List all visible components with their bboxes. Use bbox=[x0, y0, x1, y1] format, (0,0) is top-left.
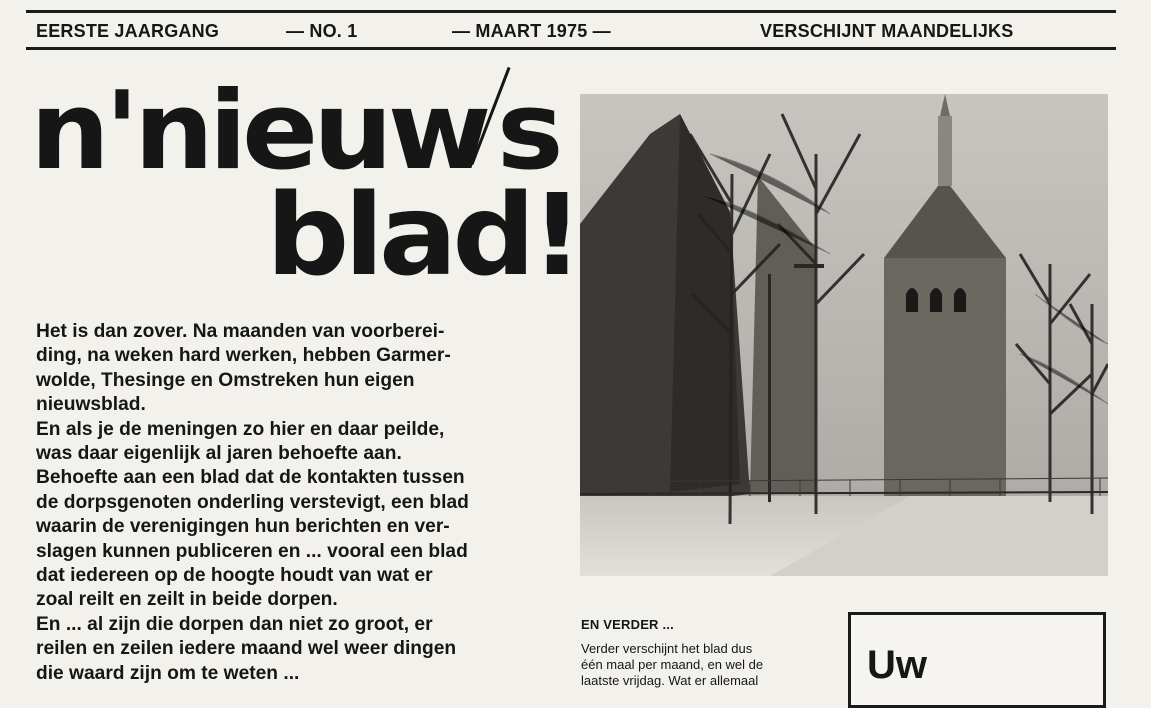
masthead-issue: — NO. 1 bbox=[286, 21, 358, 41]
masthead-frequency: VERSCHIJNT MAANDELIJKS bbox=[760, 21, 1014, 41]
masthead-volume: EERSTE JAARGANG bbox=[36, 21, 220, 41]
intro-line: reilen en zeilen iedere maand wel weer dingen bbox=[36, 638, 457, 660]
intro-line: nieuwsblad. bbox=[36, 394, 146, 416]
sidebar-line: één maal per maand, en wel de bbox=[581, 657, 764, 672]
intro-line: die waard zijn om te weten ... bbox=[36, 662, 300, 684]
church-photo-image bbox=[580, 94, 1108, 576]
church-photo bbox=[580, 94, 1108, 576]
intro-line: waarin de verenigingen hun berichten en ver- bbox=[36, 516, 450, 538]
headline-suffix: s bbox=[496, 69, 559, 194]
masthead-rule-bottom bbox=[26, 47, 1116, 50]
headline-line-1 bbox=[30, 69, 559, 194]
headline-main: n'nieuw bbox=[30, 69, 487, 194]
intro-line: ding, na weken hard werken, hebben Garmer- bbox=[36, 345, 451, 367]
intro-line: En ... al zijn die dorpen dan niet zo groot, er bbox=[36, 613, 433, 635]
sidebar-line: laatste vrijdag. Wat er allemaal bbox=[581, 673, 759, 688]
intro-line: zoal reilt en zeilt in beide dorpen. bbox=[36, 589, 338, 611]
intro-line: was daar eigenlijk al jaren behoefte aan. bbox=[36, 443, 402, 464]
intro-line: wolde, Thesinge en Omstreken hun eigen bbox=[36, 369, 415, 391]
intro-line: slagen kunnen publiceren en ... vooral een blad bbox=[36, 540, 468, 562]
intro-line: Behoefte aan een blad dat de kontakten tussen bbox=[36, 467, 465, 489]
headline-line-2: blad! bbox=[266, 171, 579, 301]
sidebar-line: Verder verschijnt het blad dus bbox=[581, 641, 753, 656]
sidebar-heading: EN VERDER ... bbox=[581, 617, 674, 632]
masthead-date: — MAART 1975 — bbox=[452, 21, 611, 41]
advert-box bbox=[848, 612, 1106, 708]
intro-line: En als je de meningen zo hier en daar peilde, bbox=[36, 418, 445, 440]
intro-line: Het is dan zover. Na maanden van voorberei- bbox=[36, 321, 445, 342]
intro-line: de dorpsgenoten onderling verstevigt, een blad bbox=[36, 491, 469, 513]
masthead-rule-top bbox=[26, 10, 1116, 13]
intro-line: dat iedereen op de hoogte houdt van wat er bbox=[36, 565, 433, 586]
advert-box-text: Uw bbox=[867, 643, 927, 687]
